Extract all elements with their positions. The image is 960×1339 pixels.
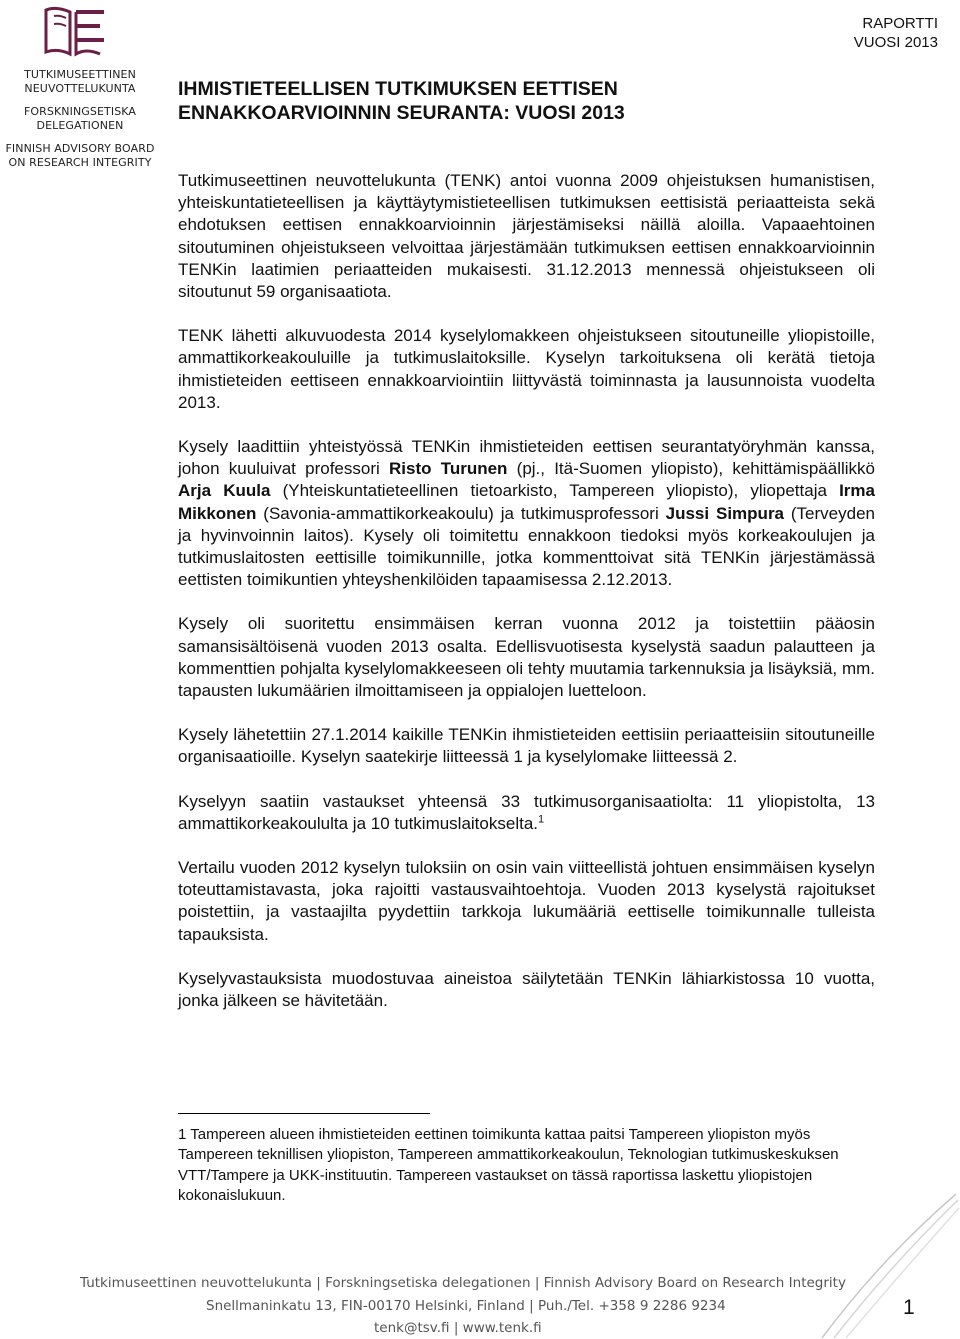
paragraph-1: Tutkimuseettinen neuvottelukunta (TENK) antoi vuonna 2009 ohjeistuksen humanistisen, yhteiskuntatieteellisen ja käyttäytymistieteellisen tutkimuksen eettisistä periaatteista sekä ehdotuksen eettisen ennakkoarvioinnin järjestämiseksi näillä aloilla. Vapaaehtoinen sitoutuminen ohjeistukseen velvoittaa järjestämään tutkimuksen eettisen ennakkoarvioinnin TENKin laatimien periaatteiden mukaisesti. 31.12.2013 mennessä ohjeistukseen oli sitoutunut 59 organisaatiota.: [178, 171, 875, 302]
footer-contact[interactable]: tenk@tsv.fi | www.tenk.fi: [374, 1320, 542, 1336]
paragraph-5: Kysely lähetettiin 27.1.2014 kaikille TENKin ihmistieteiden eettisiin periaatteisiin sitoutuneille organisaatioille. Kyselyn saatekirje liitteessä 1 ja kyselylomake liitteessä 2.: [178, 725, 875, 767]
paragraph-2: TENK lähetti alkuvuodesta 2014 kyselylomakkeen ohjeistukseen sitoutuneille yliopistoille, ammattikorkeakouluille ja tutkimuslaitoksille. Kyselyn tarkoituksena oli kerätä tietoja ihmistieteiden eettiseen ennakkoarviointiin liittyvästä toiminnasta ja lausunnoista vuodelta 2013.: [178, 326, 875, 412]
paragraph-6-text: Kyselyyn saatiin vastaukset yhteensä 33 tutkimusorganisaatiolta: 11 yliopistolta, 13 ammattikorkeakoululta ja 10 tutkimuslaitokselta.: [178, 791, 875, 833]
paragraph-3: [178, 436, 875, 591]
paragraph-8: Kyselyvastauksista muodostuvaa aineistoa säilytetään TENKin lähiarkistossa 10 vuotta, jonka jälkeen se hävitetään.: [178, 968, 875, 1011]
paragraph-3-text: (Yhteiskuntatieteellinen tietoarkisto, Tampereen yliopisto), yliopettaja: [270, 481, 840, 501]
footnote: [178, 1125, 875, 1206]
footnote-text: Tampereen alueen ihmistieteiden eettinen toimikunta kattaa paitsi Tampereen yliopiston myös Tampereen teknillisen yliopiston, Tampereen ammattikorkeakoulun, Teknologian tutkimuskeskuksen VTT/Tampere ja UKK-instituutin. Tampereen vastaukset on tässä raportissa laskettu yliopistojen kokonaislukuun.: [178, 1126, 839, 1204]
footnote-divider: [178, 1113, 430, 1114]
org-name-sv-line-2: DELEGATIONEN: [36, 119, 124, 132]
paragraph-6: [178, 791, 875, 835]
org-name-en-line-2: ON RESEARCH INTEGRITY: [8, 156, 152, 169]
member-name: Risto Turunen: [388, 459, 508, 479]
title-line-2: ENNAKKOARVIOINNIN SEURANTA: VUOSI 2013: [178, 102, 625, 124]
org-name-fi-line-2: NEUVOTTELUKUNTA: [24, 82, 136, 95]
title-line-1: IHMISTIETEELLISEN TUTKIMUKSEN EETTISEN: [178, 78, 618, 100]
report-body: [178, 170, 875, 1034]
page-title: [178, 77, 625, 125]
paragraph-3-text: (Terveyden ja hyvinvoinnin laitos). Kysely oli toimitettu ennakkoon tiedoksi myös korkeakoulujen ja tutkimuslaitosten eettisille toimikunnille, jotka kommenttoivat sitä TENKin järjestämässä eettisten toimikuntien yhteyshenkilöiden tapaamisessa 2.12.2013.: [178, 503, 875, 590]
member-name: Irma Mikkonen: [178, 481, 875, 523]
member-name: Arja Kuula: [178, 481, 271, 501]
paragraph-3-text: (Savonia-ammattikorkeakoulu) ja tutkimusprofessori: [256, 503, 666, 523]
footnote-number: 1: [178, 1126, 187, 1143]
paragraph-4: Kysely oli suoritettu ensimmäisen kerran vuonna 2012 ja toistettiin pääosin samansisältöisenä vuoden 2013 osalta. Edellisvuotisesta kyselystä saadun palautteen ja kommenttien pohjalta kyselylomakkeeseen oli tehty muutamia tarkennuksia ja lisäyksiä, mm. tapausten lukumäärien ilmoittamiseen ja oppialojen luetteloon.: [178, 614, 875, 701]
book-logo-icon: [42, 4, 106, 60]
paragraph-3-text: (pj., Itä-Suomen yliopisto), kehittämispäällikkö: [507, 459, 875, 479]
report-label: [854, 14, 938, 52]
report-year: VUOSI 2013: [853, 34, 938, 51]
org-name-fi-line-1: TUTKIMUSEETTINEN: [24, 68, 136, 81]
footer-address: Snellmaninkatu 13, FIN-00170 Helsinki, Finland | Puh./Tel. +358 9 2286 9234: [206, 1298, 726, 1314]
paragraph-7: Vertailu vuoden 2012 kyselyn tuloksiin on osin vain viitteellistä johtuen ensimmäisen kyselyn toteuttamistavasta, joka rajoitti vastausvaihtoehtoja. Vuoden 2013 kyselystä rajoitukset poistettiin, ja vastaajilta pyydettiin tarkkoja lukumääriä eettiselle toimikunnalle tulleista tapauksista.: [178, 858, 875, 944]
paragraph-3-text: Kysely laadittiin yhteistyössä TENKin ihmistieteiden eettisen seurantatyöryhmän kanssa, johon kuuluivat professori: [178, 437, 875, 479]
decorative-swoosh-icon: [820, 1190, 960, 1339]
member-name: Jussi Simpura: [665, 503, 785, 523]
footer-organizations: Tutkimuseettinen neuvottelukunta | Forskningsetiska delegationen | Finnish Advisory Board on Research Integrity: [80, 1275, 846, 1291]
footnote-reference[interactable]: 1: [538, 813, 545, 826]
page-number: 1: [903, 1296, 915, 1319]
report-type: RAPORTTI: [862, 15, 938, 32]
org-name-en-line-1: FINNISH ADVISORY BOARD: [5, 142, 155, 155]
org-name-sv-line-1: FORSKNINGSETISKA: [23, 105, 137, 118]
